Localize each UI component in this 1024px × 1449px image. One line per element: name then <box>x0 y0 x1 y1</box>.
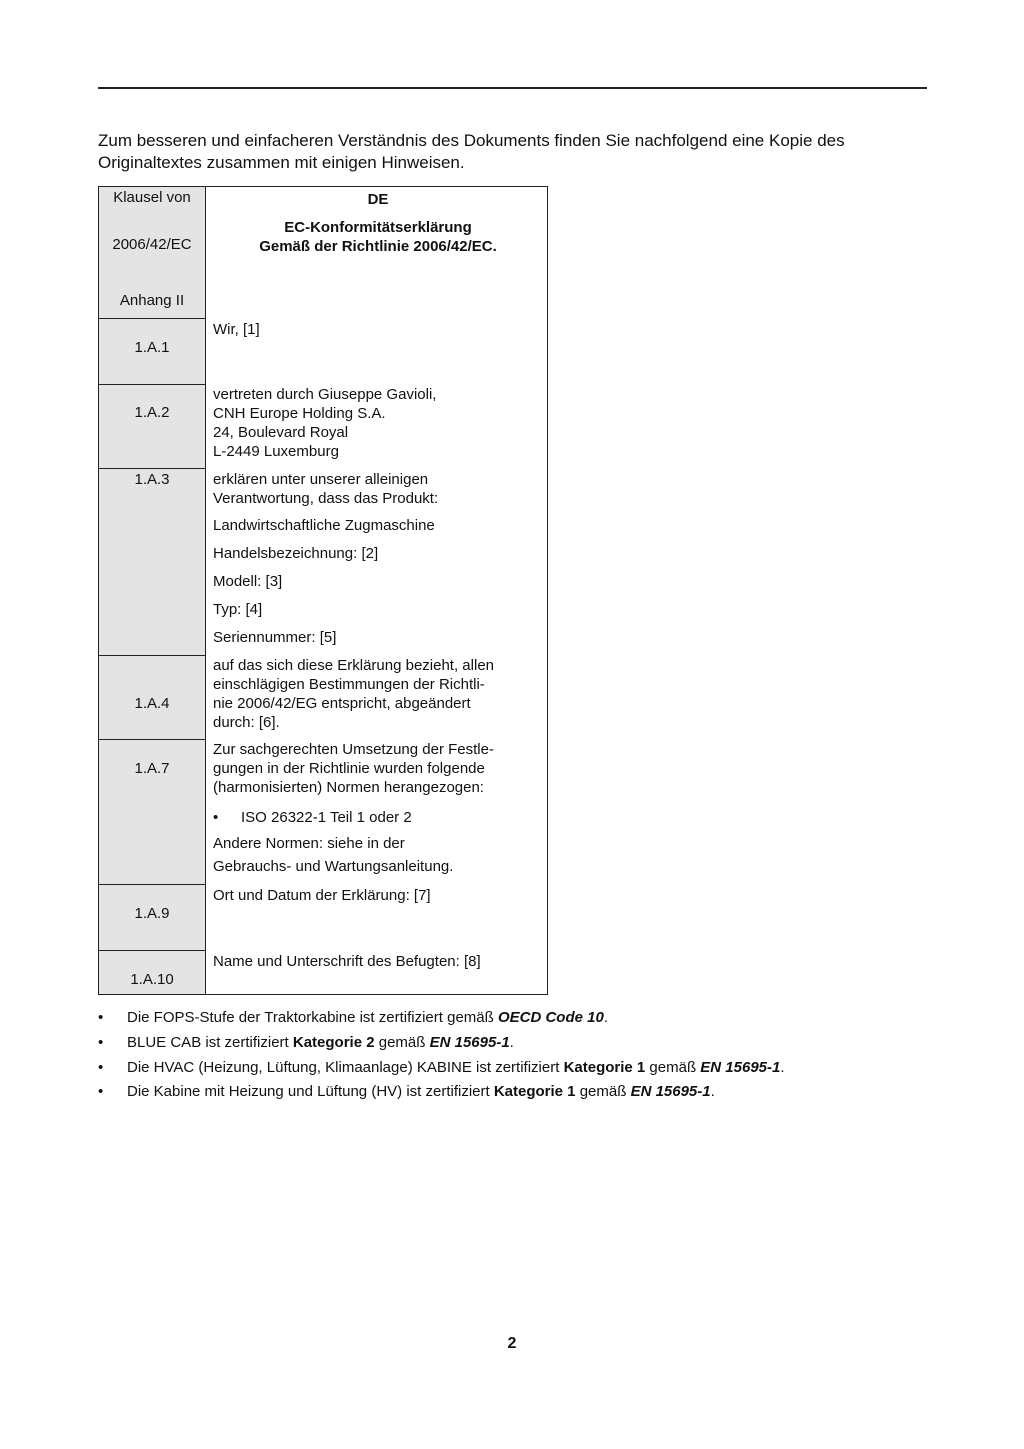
bullet-symbol: • <box>98 1083 104 1100</box>
manual-reference-text: Gebrauchs- und Wartungsanleitung. <box>213 858 454 875</box>
clause-cell <box>99 655 205 739</box>
bullet-text <box>127 1008 608 1027</box>
bullet-text-part: gemäß <box>575 1083 631 1100</box>
other-standards-text: Andere Normen: siehe in der <box>213 835 405 852</box>
clause-label: 1.A.7 <box>134 760 170 777</box>
signature-field: Name und Unterschrift des Befugten: [8] <box>213 953 481 970</box>
declaration-title: EC-Konformitätserklärung <box>284 219 472 236</box>
representative-line: vertreten durch Giuseppe Gavioli, <box>213 386 437 403</box>
bullet-text-part: Die Kabine mit Heizung und Lüftung (HV) ist zertifiziert <box>127 1083 494 1100</box>
clause-label: 1.A.1 <box>134 339 170 356</box>
type-field: Typ: [4] <box>213 601 263 618</box>
clause-cell <box>99 950 205 995</box>
top-rule <box>98 87 927 89</box>
clause-label: 1.A.3 <box>134 471 170 488</box>
bullet-text-part: gemäß <box>645 1059 701 1076</box>
clause-cell <box>99 384 205 468</box>
standards-line: (harmonisierten) Normen herangezogen: <box>213 779 484 796</box>
product-name: Landwirtschaftliche Zugmaschine <box>213 517 435 534</box>
clause-cell <box>99 318 205 384</box>
bullet-text <box>127 1058 785 1077</box>
bullet-text-part: Die FOPS-Stufe der Traktorkabine ist zertifiziert gemäß <box>127 1009 498 1026</box>
clause-header-line: 2006/42/EC <box>112 236 192 253</box>
declaration-subtitle: Gemäß der Richtlinie 2006/42/EC. <box>259 238 497 255</box>
bullet-text <box>127 1033 514 1052</box>
standard-reference: OECD Code 10 <box>497 1009 604 1026</box>
intro-paragraph <box>98 130 938 174</box>
place-date-field: Ort und Datum der Erklärung: [7] <box>213 887 431 904</box>
representative-line: L-2449 Luxemburg <box>213 443 339 460</box>
category-label: Kategorie 2 <box>292 1034 375 1051</box>
conformity-line: durch: [6]. <box>213 714 280 731</box>
serial-number-field: Seriennummer: [5] <box>213 629 337 646</box>
language-code: DE <box>367 191 389 208</box>
standard-item-text: ISO 26322-1 Teil 1 oder 2 <box>241 809 412 826</box>
conformity-line: auf das sich diese Erklärung bezieht, allen <box>213 657 495 674</box>
declarant-text: Wir, [1] <box>213 321 260 338</box>
declaration-table <box>98 186 548 995</box>
standards-line: Zur sachgerechten Umsetzung der Festle- <box>213 741 494 758</box>
standard-reference: EN 15695-1 <box>429 1034 510 1051</box>
model-field: Modell: [3] <box>213 573 283 590</box>
bullet-symbol: • <box>98 1034 104 1051</box>
responsibility-text <box>213 470 438 508</box>
bullet-text-part: . <box>509 1034 514 1051</box>
representative-line: CNH Europe Holding S.A. <box>213 405 386 422</box>
clause-cell <box>99 739 205 884</box>
conformity-text <box>213 656 494 732</box>
bullet-text-part: BLUE CAB ist zertifiziert <box>127 1034 293 1051</box>
trade-name-field: Handelsbezeichnung: [2] <box>213 545 379 562</box>
clause-header-line: Anhang II <box>119 292 185 309</box>
bullet-symbol: • <box>213 809 219 826</box>
declaration-header <box>207 190 549 256</box>
representative-line: 24, Boulevard Royal <box>213 424 349 441</box>
intro-line: Zum besseren und einfacheren Verständnis des Dokuments finden Sie nachfolgend eine Kopie des <box>98 131 845 150</box>
conformity-line: nie 2006/42/EG entspricht, abgeändert <box>213 695 471 712</box>
bullet-text-part: gemäß <box>374 1034 430 1051</box>
bullet-text-part: Die HVAC (Heizung, Lüftung, Klimaanlage) KABINE ist zertifiziert <box>127 1059 564 1076</box>
clause-label: 1.A.4 <box>134 695 170 712</box>
category-label: Kategorie 1 <box>563 1059 646 1076</box>
representative-block <box>213 385 436 461</box>
clause-header-line: Klausel von <box>113 189 191 206</box>
bullet-text-part: . <box>710 1083 715 1100</box>
responsibility-line: Verantwortung, dass das Produkt: <box>213 490 439 507</box>
bullet-text-part: . <box>780 1059 785 1076</box>
category-label: Kategorie 1 <box>493 1083 576 1100</box>
clause-label: 1.A.10 <box>130 971 174 988</box>
bullet-symbol: • <box>98 1009 104 1026</box>
intro-line: Originaltextes zusammen mit einigen Hinweisen. <box>98 153 465 172</box>
bullet-symbol: • <box>98 1059 104 1076</box>
page-number: 2 <box>507 1335 517 1352</box>
clause-label: 1.A.9 <box>134 905 170 922</box>
clause-cell <box>99 468 205 655</box>
standards-line: gungen in der Richtlinie wurden folgende <box>213 760 485 777</box>
standards-text <box>213 740 494 797</box>
responsibility-line: erklären unter unserer alleinigen <box>213 471 429 488</box>
clause-cell <box>99 884 205 950</box>
conformity-line: einschlägigen Bestimmungen der Richtli- <box>213 676 485 693</box>
bullet-text-part: . <box>603 1009 608 1026</box>
bullet-text <box>127 1082 715 1101</box>
clause-label: 1.A.2 <box>134 404 170 421</box>
standard-reference: EN 15695-1 <box>630 1083 711 1100</box>
standard-reference: EN 15695-1 <box>700 1059 781 1076</box>
